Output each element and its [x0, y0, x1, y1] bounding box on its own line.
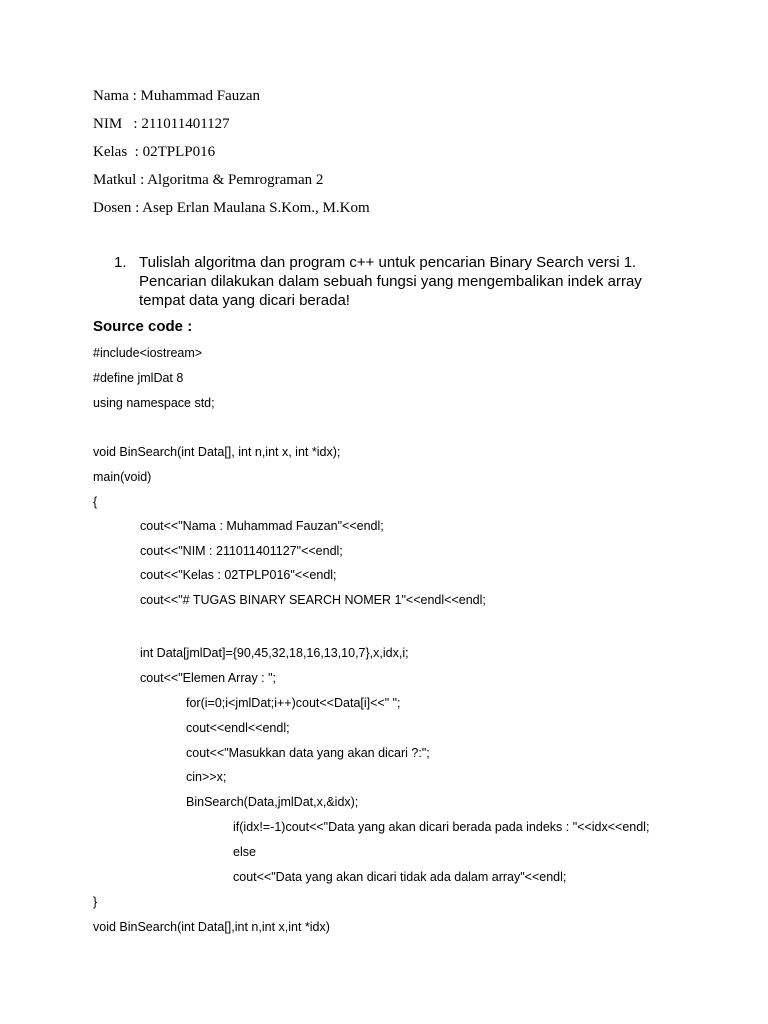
code-line: int Data[jmlDat]={90,45,32,18,16,13,10,7},x,idx,i; [140, 646, 409, 660]
code-line: cout<<"NIM : 211011401127"<<endl; [140, 544, 343, 558]
question-number: 1. [114, 254, 127, 271]
student-nim: NIM : 211011401127 [93, 116, 230, 132]
code-line: if(idx!=-1)cout<<"Data yang akan dicari berada pada indeks : "<<idx<<endl; [233, 820, 650, 834]
code-line: cout<<"Kelas : 02TPLP016"<<endl; [140, 568, 337, 582]
code-line: cin>>x; [186, 770, 227, 784]
student-class: Kelas : 02TPLP016 [93, 144, 216, 160]
code-line: cout<<"Data yang akan dicari tidak ada dalam array"<<endl; [233, 870, 567, 884]
code-line: for(i=0;i<jmlDat;i++)cout<<Data[i]<<" "; [186, 696, 401, 710]
code-line: main(void) [93, 470, 152, 484]
code-line: cout<<"Elemen Array : "; [140, 671, 277, 685]
question-text: Tulislah algoritma dan program c++ untuk pencarian Binary Search versi 1. Pencarian dilakukan dalam sebuah fungsi yang mengembalikan indek array tempat data yang dicari berada! [139, 254, 642, 309]
source-code-heading: Source code : [93, 318, 193, 335]
code-line: cout<<"# TUGAS BINARY SEARCH NOMER 1"<<endl<<endl; [140, 593, 486, 607]
student-name: Nama : Muhammad Fauzan [93, 88, 261, 104]
code-line: else [233, 845, 256, 859]
code-line: cout<<"Masukkan data yang akan dicari ?:"; [186, 746, 430, 760]
code-line: cout<<"Nama : Muhammad Fauzan"<<endl; [140, 519, 384, 533]
code-line: void BinSearch(int Data[],int n,int x,int *idx) [93, 920, 330, 934]
question-item [114, 253, 674, 310]
code-line: #include<iostream> [93, 346, 203, 360]
course-name: Matkul : Algoritma & Pemrograman 2 [93, 172, 324, 188]
code-line: } [93, 895, 98, 909]
code-line: void BinSearch(int Data[], int n,int x, int *idx); [93, 445, 341, 459]
code-line: #define jmlDat 8 [93, 371, 184, 385]
code-line: { [93, 495, 98, 509]
lecturer-name: Dosen : Asep Erlan Maulana S.Kom., M.Kom [93, 200, 370, 216]
code-line: cout<<endl<<endl; [186, 721, 290, 735]
code-line: using namespace std; [93, 396, 215, 410]
code-line: BinSearch(Data,jmlDat,x,&idx); [186, 795, 359, 809]
